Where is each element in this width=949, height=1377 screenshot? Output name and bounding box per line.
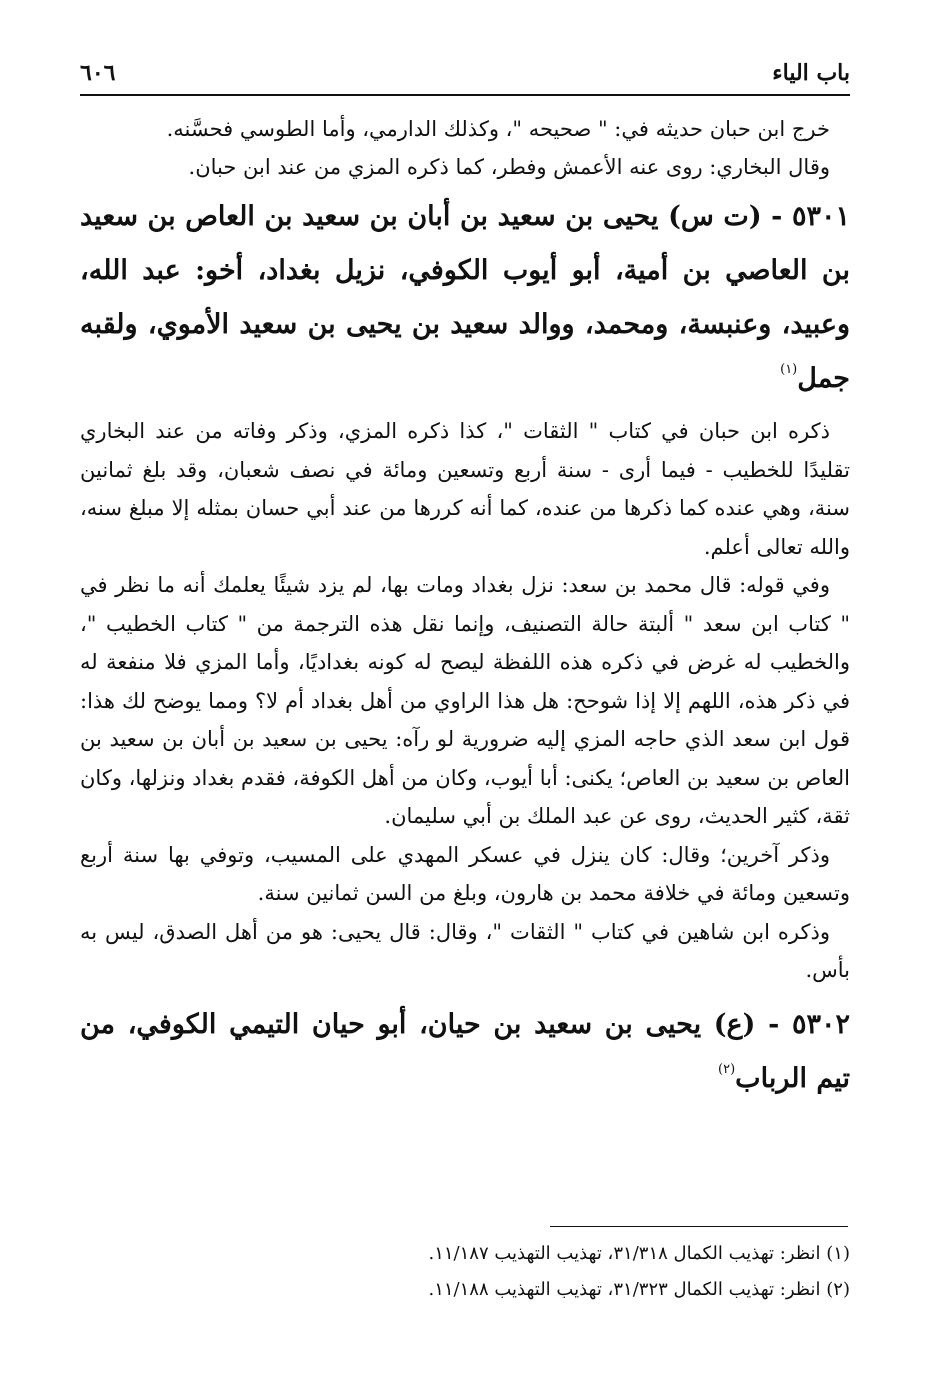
page-body (80, 110, 850, 1106)
footnote-ref-2: (٢) (718, 1061, 736, 1077)
footnote-ref-1: (١) (780, 362, 798, 377)
entry-heading-5302 (80, 998, 850, 1106)
footnote-2: (٢) انظر: تهذيب الكمال ٣١/٣٢٣، تهذيب التهذيب ١١/١٨٨. (428, 1279, 850, 1300)
footnotes (80, 1236, 850, 1308)
paragraph-ibn-sad-commentary: وفي قوله: قال محمد بن سعد: نزل بغداد ومات بها، لم يزد شيئًا يعلمك أنه ما نظر في " كتاب ابن سعد " ألبتة حالة التصنيف، وإنما نقل هذه الترجمة من " كتاب الخطيب "، والخطيب له غرض في ذكره هذه اللفظة ليصح له كونه بغداديًا، وأما المزي فلا منفعة له في ذكر هذه، اللهم إلا إذا شوحح: هل هذا الراوي من أهل بغداد أم لا؟ ومما يوضح لك هذا: قول ابن سعد الذي حاجه المزي إليه ضرورية لو رآه: يحيى بن سعيد بن أبان بن سعيد بن العاص بن سعيد بن العاص؛ يكنى: أبا أيوب، وكان من أهل الكوفة، فقدم بغداد ونزلها، وكان ثقة، كثير الحديث، روى عن عبد الملك بن أبي سليمان. (80, 573, 851, 828)
entry-heading-5302-text: ٥٣٠٢ - (ع) يحيى بن سعيد بن حيان، أبو حيان التيمي الكوفي، من تيم الرباب (80, 1008, 850, 1094)
paragraph-ibn-hibban-sahih: خرج ابن حبان حديثه في: " صحيحه "، وكذلك الدارمي، وأما الطوسي فحسَّنه. (166, 117, 830, 141)
entry-heading-5301 (80, 190, 850, 406)
paragraph-bukhari-narrators: وقال البخاري: روى عنه الأعمش وفطر، كما ذكره المزي من عند ابن حبان. (188, 155, 830, 179)
paragraph-others-death: وذكر آخرين؛ وقال: كان ينزل في عسكر المهدي على المسيب، وتوفي بها سنة أربع وتسعين ومائة في خلافة محمد بن هارون، وبلغ من السن ثمانين سنة. (80, 842, 850, 905)
entry-heading-5301-text: ٥٣٠١ - (ت س) يحيى بن سعيد بن أبان بن سعيد بن العاص بن سعيد بن العاصي بن أمية، أبو أيوب الكوفي، نزيل بغداد، أخو: عبد الله، وعبيد، وعنبسة، ومحمد، ووالد سعيد بن يحيى بن سعيد الأموي، ولقبه جمل (80, 201, 850, 394)
running-title: باب الياء (772, 60, 850, 86)
page-number: ٦٠٦ (80, 60, 116, 86)
footnote-1: (١) انظر: تهذيب الكمال ٣١/٣١٨، تهذيب التهذيب ١١/١٨٧. (428, 1243, 850, 1264)
paragraph-ibn-shahin: وذكره ابن شاهين في كتاب " الثقات "، وقال: قال يحيى: هو من أهل الصدق، ليس به بأس. (80, 919, 850, 982)
paragraph-thiqat-death: ذكره ابن حبان في كتاب " الثقات "، كذا ذكره المزي، وذكر وفاته من عند البخاري تقليدًا للخطيب - فيما أرى - سنة أربع وتسعين ومائة في نصف شعبان، وقد بلغ ثمانين سنة، وهي عنده كما ذكرها من عنده، كما أنه كررها من عند أبي حسان بمثله إلا مبلغ سنه، والله تعالى أعلم. (80, 419, 850, 559)
footnote-divider (550, 1226, 848, 1227)
page-header (80, 60, 850, 96)
